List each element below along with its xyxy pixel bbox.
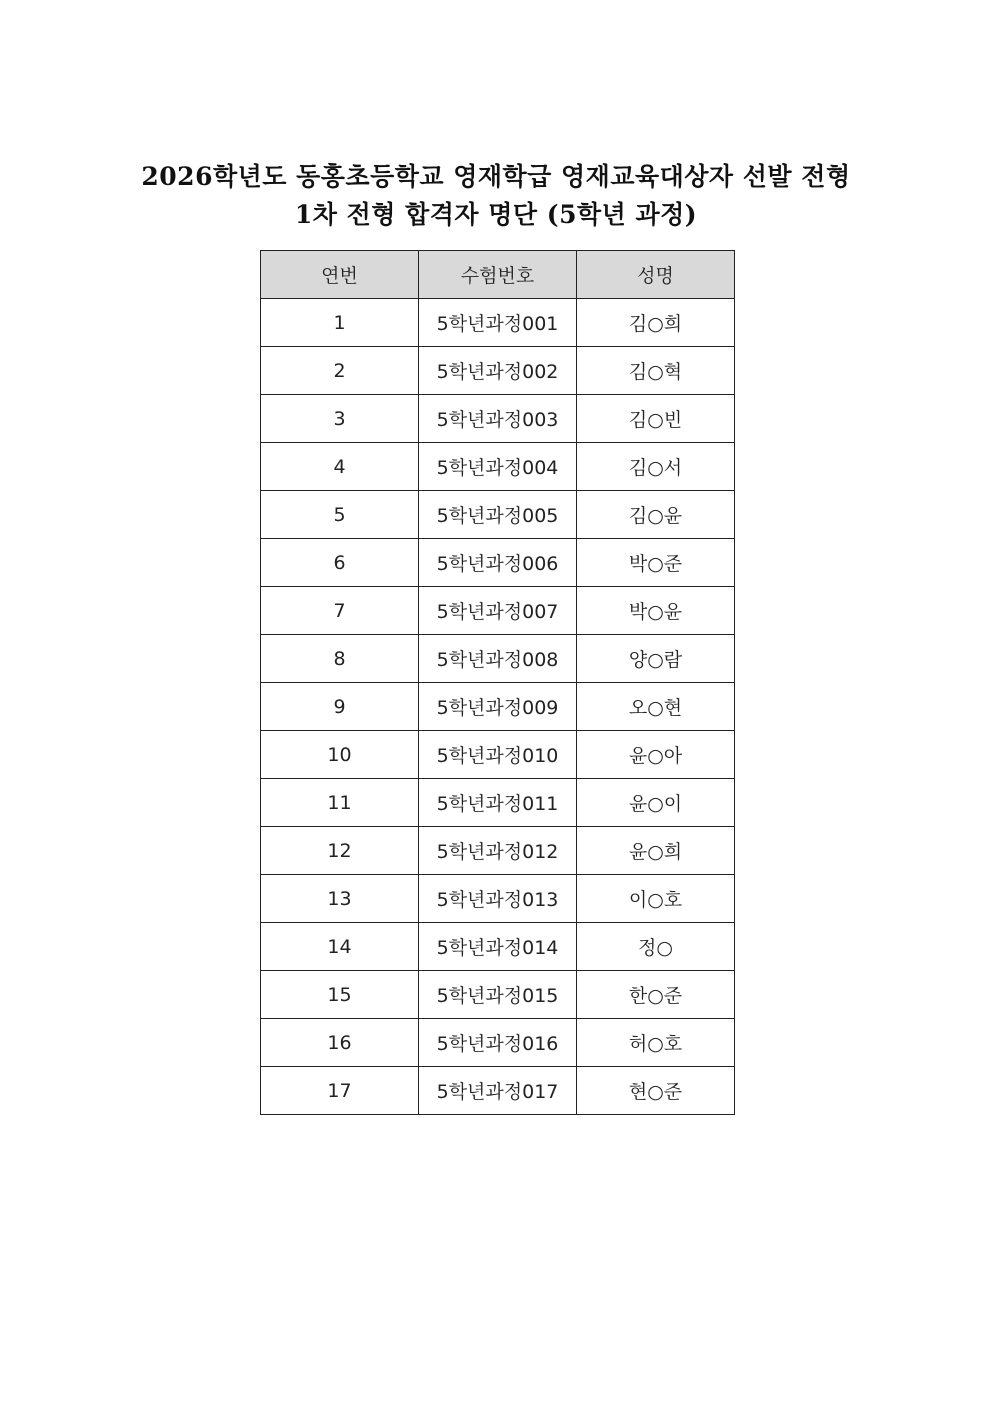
table-row <box>261 683 735 731</box>
exam-number-cell: 5학년과정010 <box>419 731 577 779</box>
table-row <box>261 875 735 923</box>
table-row <box>261 1019 735 1067</box>
exam-number-cell: 5학년과정002 <box>419 347 577 395</box>
serial-number-cell: 2 <box>261 347 419 395</box>
name-cell: 윤○희 <box>577 827 735 875</box>
serial-number-cell: 14 <box>261 923 419 971</box>
exam-number-cell: 5학년과정001 <box>419 299 577 347</box>
serial-number-cell: 16 <box>261 1019 419 1067</box>
serial-number-cell: 10 <box>261 731 419 779</box>
serial-number-cell: 1 <box>261 299 419 347</box>
table-row <box>261 395 735 443</box>
results-table <box>260 250 735 1115</box>
exam-number-cell: 5학년과정009 <box>419 683 577 731</box>
table-row <box>261 827 735 875</box>
table-row <box>261 491 735 539</box>
exam-number-cell: 5학년과정008 <box>419 635 577 683</box>
header-serial-number: 연번 <box>261 251 419 299</box>
exam-number-cell: 5학년과정006 <box>419 539 577 587</box>
name-cell: 한○준 <box>577 971 735 1019</box>
serial-number-cell: 4 <box>261 443 419 491</box>
table-row <box>261 587 735 635</box>
serial-number-cell: 9 <box>261 683 419 731</box>
serial-number-cell: 11 <box>261 779 419 827</box>
exam-number-cell: 5학년과정012 <box>419 827 577 875</box>
name-cell: 오○현 <box>577 683 735 731</box>
document-title <box>0 158 992 234</box>
serial-number-cell: 5 <box>261 491 419 539</box>
table-row <box>261 971 735 1019</box>
exam-number-cell: 5학년과정013 <box>419 875 577 923</box>
exam-number-cell: 5학년과정003 <box>419 395 577 443</box>
table-row <box>261 923 735 971</box>
serial-number-cell: 6 <box>261 539 419 587</box>
name-cell: 허○호 <box>577 1019 735 1067</box>
serial-number-cell: 8 <box>261 635 419 683</box>
name-cell: 박○윤 <box>577 587 735 635</box>
table-row <box>261 539 735 587</box>
table-header-row <box>261 251 735 299</box>
table-row <box>261 1067 735 1115</box>
header-name: 성명 <box>577 251 735 299</box>
table-row <box>261 731 735 779</box>
serial-number-cell: 13 <box>261 875 419 923</box>
table-row <box>261 635 735 683</box>
name-cell: 김○빈 <box>577 395 735 443</box>
table-row <box>261 299 735 347</box>
name-cell: 김○혁 <box>577 347 735 395</box>
serial-number-cell: 3 <box>261 395 419 443</box>
serial-number-cell: 12 <box>261 827 419 875</box>
exam-number-cell: 5학년과정016 <box>419 1019 577 1067</box>
name-cell: 정○ <box>577 923 735 971</box>
name-cell: 현○준 <box>577 1067 735 1115</box>
exam-number-cell: 5학년과정004 <box>419 443 577 491</box>
name-cell: 김○윤 <box>577 491 735 539</box>
name-cell: 박○준 <box>577 539 735 587</box>
table-row <box>261 779 735 827</box>
name-cell: 윤○아 <box>577 731 735 779</box>
title-line-2: 1차 전형 합격자 명단 (5학년 과정) <box>294 200 698 229</box>
exam-number-cell: 5학년과정007 <box>419 587 577 635</box>
header-exam-number: 수험번호 <box>419 251 577 299</box>
name-cell: 양○람 <box>577 635 735 683</box>
name-cell: 윤○이 <box>577 779 735 827</box>
name-cell: 김○희 <box>577 299 735 347</box>
exam-number-cell: 5학년과정017 <box>419 1067 577 1115</box>
table-row <box>261 443 735 491</box>
serial-number-cell: 15 <box>261 971 419 1019</box>
name-cell: 이○호 <box>577 875 735 923</box>
table-body <box>261 299 735 1115</box>
name-cell: 김○서 <box>577 443 735 491</box>
table-row <box>261 347 735 395</box>
exam-number-cell: 5학년과정011 <box>419 779 577 827</box>
exam-number-cell: 5학년과정014 <box>419 923 577 971</box>
serial-number-cell: 7 <box>261 587 419 635</box>
exam-number-cell: 5학년과정015 <box>419 971 577 1019</box>
serial-number-cell: 17 <box>261 1067 419 1115</box>
exam-number-cell: 5학년과정005 <box>419 491 577 539</box>
title-line-1: 2026학년도 동홍초등학교 영재학급 영재교육대상자 선발 전형 <box>141 162 851 191</box>
